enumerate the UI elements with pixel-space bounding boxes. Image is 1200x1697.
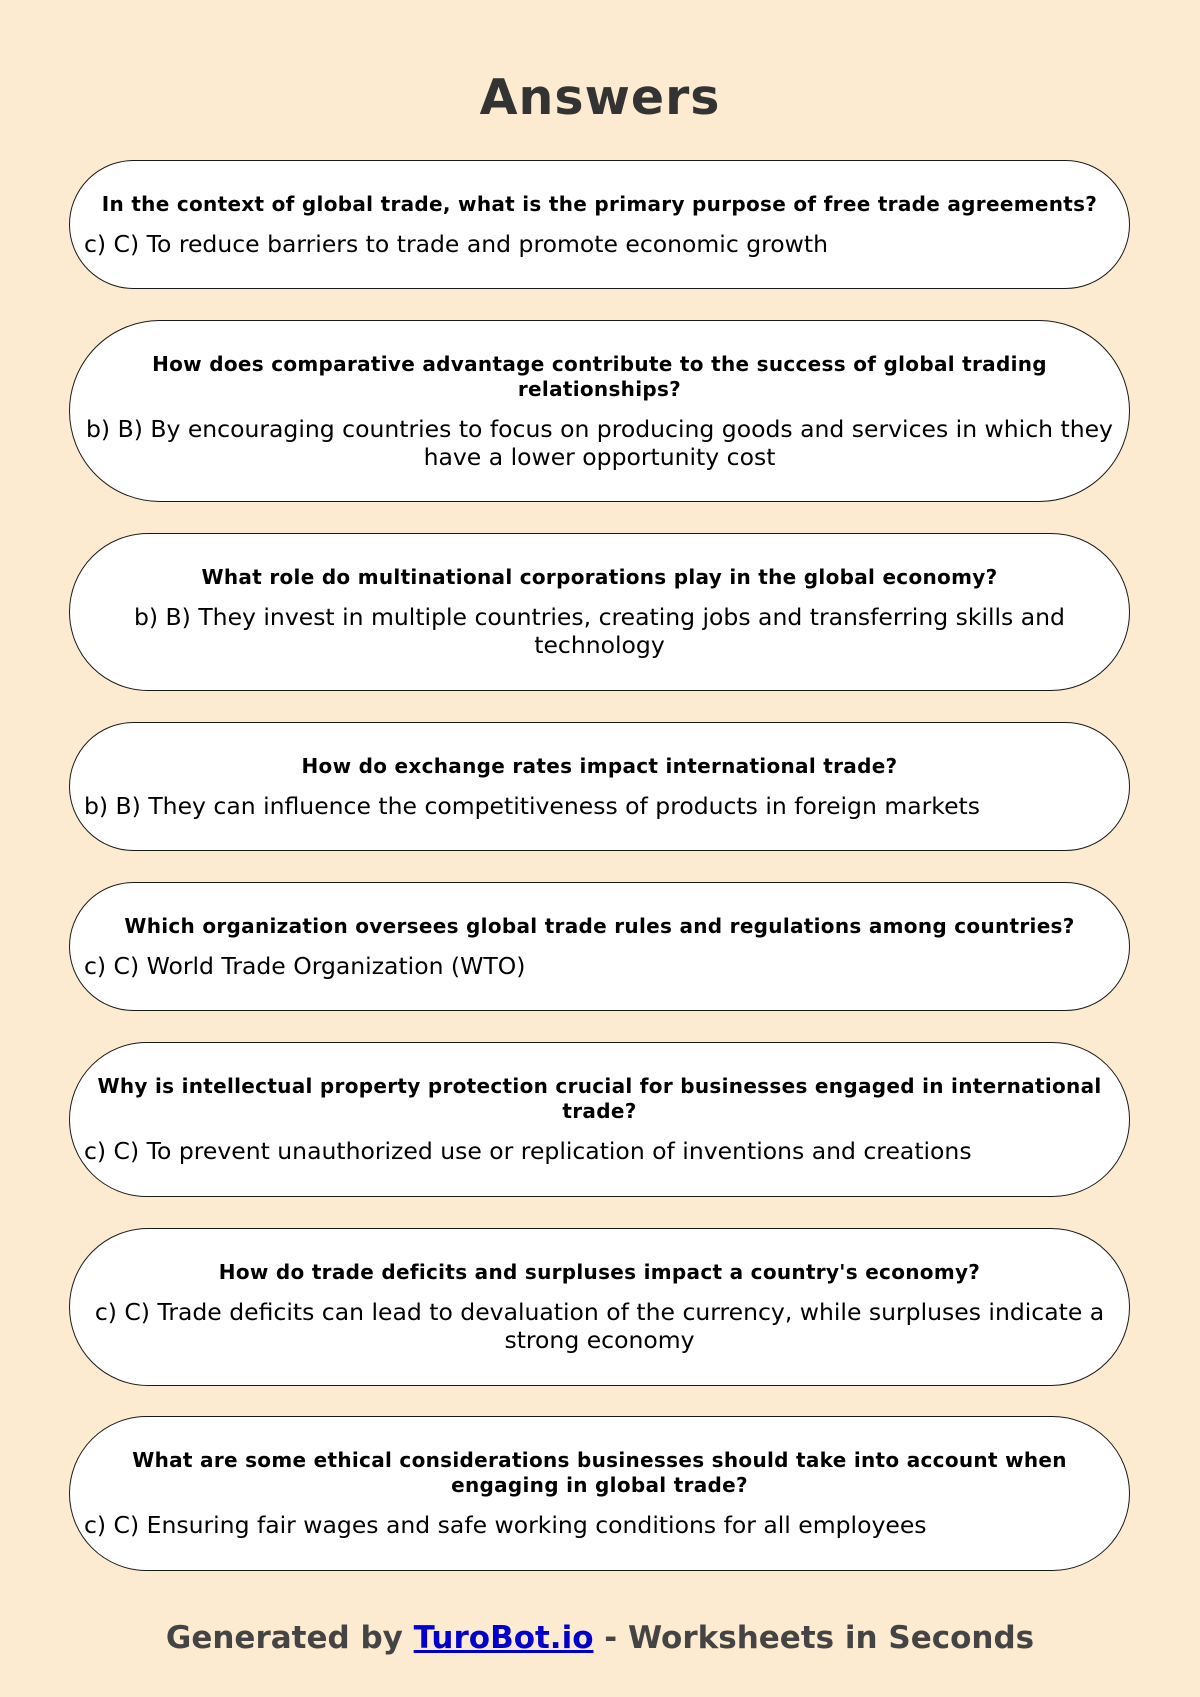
answer-text: c) C) To prevent unauthorized use or replication of inventions and creations [84, 1137, 972, 1165]
answer-card-6 [69, 1042, 1130, 1197]
answer-text: c) C) Ensuring fair wages and safe working conditions for all employees [84, 1511, 927, 1539]
question-text: What are some ethical considerations businesses should take into account when engaging in global trade? [132, 1448, 1067, 1497]
turobot-link[interactable]: TuroBot.io [413, 1620, 594, 1656]
answer-card-5 [69, 882, 1130, 1011]
answer-card-4 [69, 722, 1130, 851]
question-text: In the context of global trade, what is the primary purpose of free trade agreements? [101, 191, 1098, 216]
answer-card-7 [69, 1228, 1130, 1386]
footer-prefix: Generated by [165, 1620, 414, 1656]
question-text: How does comparative advantage contribute to the success of global trading relationships? [152, 351, 1047, 401]
answer-text: b) B) By encouraging countries to focus on producing goods and services in which they have a lower opportunity cost [86, 414, 1113, 471]
answer-card-8 [69, 1416, 1130, 1571]
question-text: How do exchange rates impact international trade? [301, 753, 898, 778]
answer-text: b) B) They can influence the competitiveness of products in foreign markets [84, 791, 980, 820]
answer-text: c) C) To reduce barriers to trade and promote economic growth [84, 229, 828, 258]
page-title: Answers [479, 69, 721, 126]
question-text: Which organization oversees global trade rules and regulations among countries? [124, 913, 1075, 938]
answer-card-1 [69, 160, 1130, 289]
answer-text: c) C) Trade deficits can lead to devaluation of the currency, while surpluses indicate a strong economy [94, 1298, 1105, 1354]
answer-card-2 [69, 320, 1130, 502]
footer-suffix: - Worksheets in Seconds [593, 1620, 1035, 1656]
answer-text: c) C) World Trade Organization (WTO) [84, 951, 526, 980]
question-text: What role do multinational corporations play in the global economy? [201, 565, 998, 589]
answer-card-3 [69, 533, 1130, 691]
question-text: Why is intellectual property protection crucial for businesses engaged in international trade? [97, 1074, 1102, 1123]
footer [0, 1618, 1200, 1658]
question-text: How do trade deficits and surpluses impact a country's economy? [218, 1260, 981, 1284]
answer-text: b) B) They invest in multiple countries, creating jobs and transferring skills and technology [134, 603, 1065, 659]
